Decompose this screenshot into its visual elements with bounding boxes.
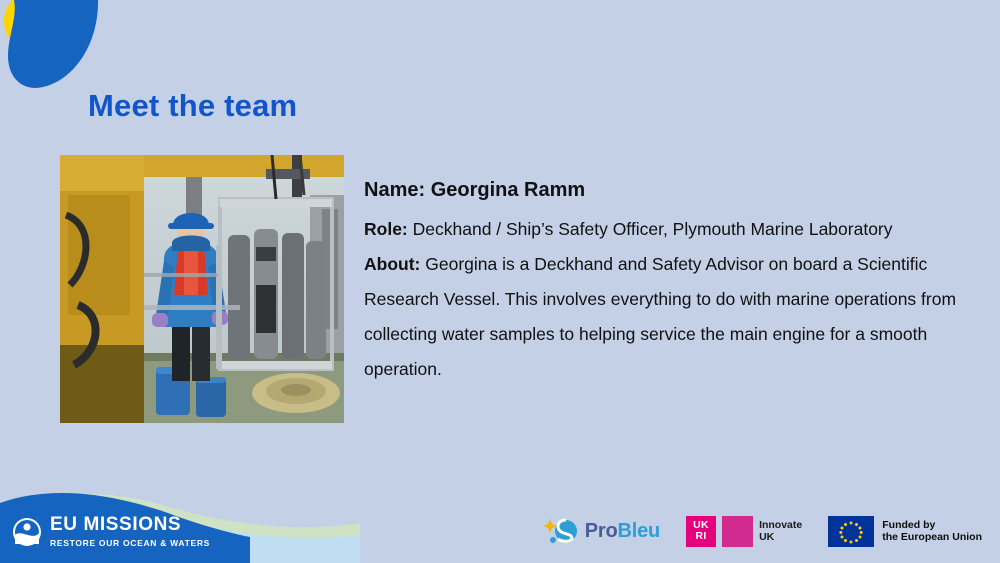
about-value: Georgina is a Deckhand and Safety Advisor on board a Scientific Research Vessel. This involves everything to do with marine operations from collecting water samples to helping service the main engine for a smooth operation. bbox=[364, 254, 957, 379]
innovate-uk-square bbox=[722, 516, 753, 547]
role-value: Deckhand / Ship’s Safety Officer, Plymouth Marine Laboratory bbox=[412, 219, 893, 239]
about-line bbox=[364, 247, 976, 387]
probleu-wordmark bbox=[585, 520, 660, 543]
innovate-uk-label bbox=[759, 519, 802, 543]
role-line bbox=[364, 212, 976, 247]
name-value: Georgina Ramm bbox=[430, 179, 586, 201]
innovate-uk-line1: Innovate bbox=[759, 519, 803, 531]
name-line bbox=[364, 176, 976, 204]
name-label: Name: bbox=[364, 179, 426, 201]
probleu-logo bbox=[544, 515, 660, 547]
ukri-line1: UK bbox=[693, 519, 709, 531]
photo-illustration bbox=[60, 155, 344, 423]
globe-icon bbox=[12, 517, 42, 547]
probleu-swirl-icon bbox=[544, 515, 578, 547]
eu-missions-title: EU MISSIONS bbox=[50, 514, 182, 535]
footer-logo-row bbox=[544, 515, 982, 547]
eu-flag-icon bbox=[828, 516, 874, 547]
eu-stars-icon bbox=[828, 516, 874, 547]
probleu-name-second: Bleu bbox=[617, 519, 661, 542]
bio-text-block bbox=[364, 176, 976, 387]
team-member-photo bbox=[60, 155, 344, 423]
page-title: Meet the team bbox=[88, 88, 298, 123]
ukri-innovate-uk-logo bbox=[686, 516, 802, 547]
innovate-uk-line2: UK bbox=[759, 531, 775, 543]
eu-funding-label bbox=[882, 519, 982, 544]
ukri-line2: RI bbox=[695, 530, 707, 542]
eu-missions-text bbox=[50, 515, 210, 549]
eu-funding-line2: the European Union bbox=[882, 531, 982, 543]
ukri-mark bbox=[686, 516, 716, 547]
role-label: Role: bbox=[364, 219, 408, 239]
eu-funding-logo bbox=[828, 516, 982, 547]
eu-missions-logo bbox=[12, 515, 210, 549]
eu-missions-subtitle: RESTORE OUR OCEAN & WATERS bbox=[50, 538, 211, 548]
blue-leaf-icon bbox=[6, 0, 98, 88]
probleu-name-first: Pro bbox=[584, 519, 618, 542]
about-label: About: bbox=[364, 254, 421, 274]
decorative-logo-mark bbox=[0, 0, 110, 96]
eu-funding-line1: Funded by bbox=[882, 518, 936, 531]
